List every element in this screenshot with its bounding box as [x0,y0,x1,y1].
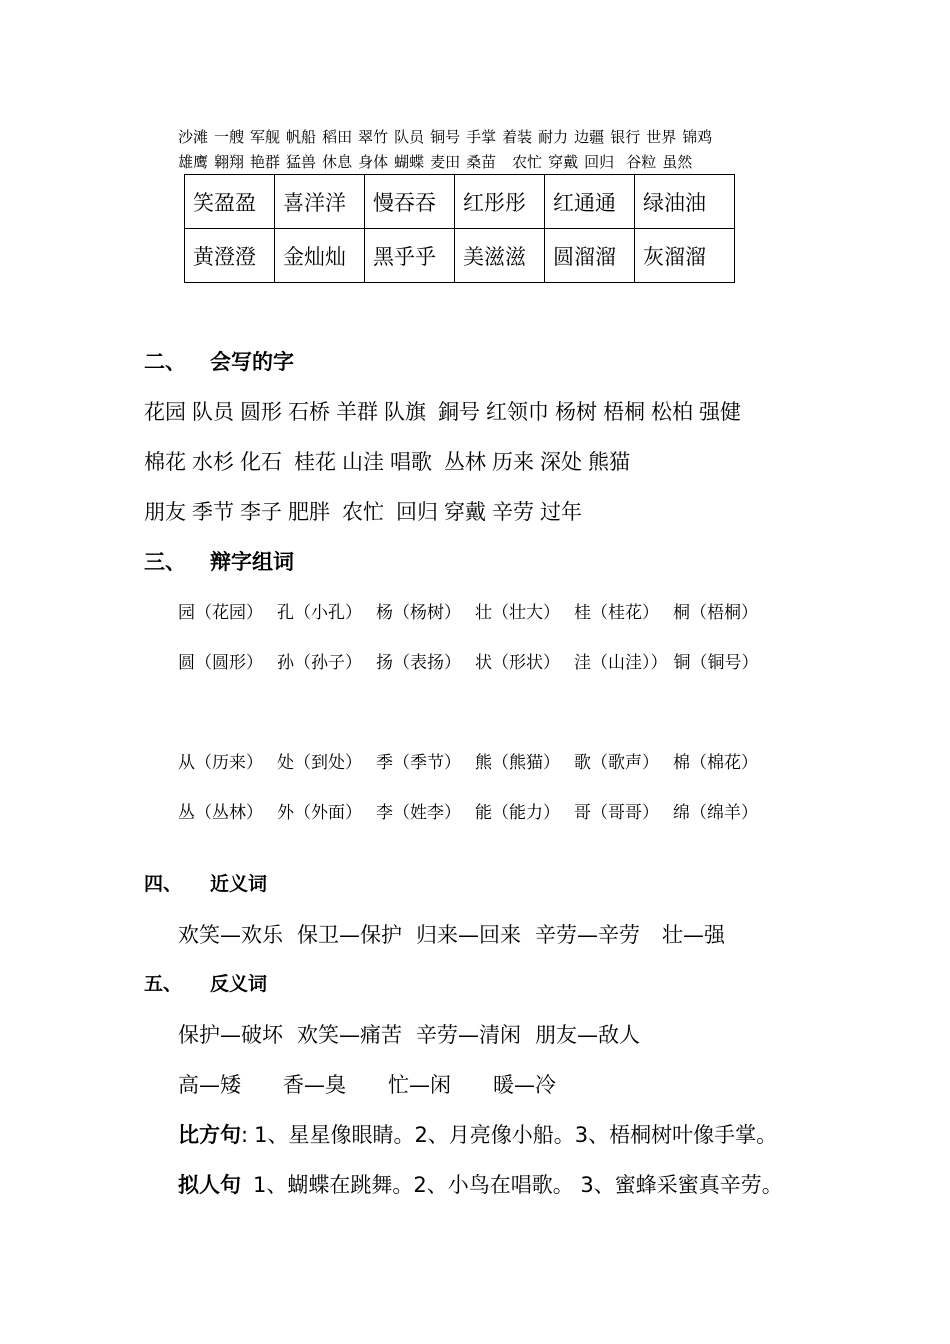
word: 翠竹 [358,128,389,146]
char-pair-line-3 [178,748,772,773]
writing-line-2 [144,446,636,476]
simile-label: 比方句 [178,1123,241,1147]
word: 松柏 [651,400,693,424]
synonym-pair: 归来—回来 [416,923,521,947]
word: 过年 [540,500,582,524]
word: 熊（熊猫） [475,753,560,773]
word: 铜号 [430,128,461,146]
word: 从（历来） [178,753,263,773]
word: 唱歌 [390,450,432,474]
word: 圆形 [240,400,282,424]
section-title: 会写的字 [210,350,294,374]
word: 农忙 [512,153,543,171]
word: 歌（歌声） [574,753,659,773]
personification-label: 拟人句 [178,1173,241,1197]
writing-line-1 [144,396,747,426]
antonym-pair: 高—矮 [178,1073,241,1097]
word: 銅号 [438,400,480,424]
word: 石桥 [288,400,330,424]
simile-sentences [178,1119,777,1149]
antonym-pair: 朋友—敌人 [535,1023,640,1047]
word: 绵（绵羊） [673,803,758,823]
word: 休息 [322,153,353,171]
word: 杨（杨树） [376,603,461,623]
word: 队旗 [384,400,426,424]
word: 世界 [646,128,677,146]
table-cell: 红通通 [545,175,635,229]
table-cell: 美滋滋 [455,229,545,283]
word: 谷粒 [626,153,657,171]
section-heading [144,969,267,996]
word: 哥（哥哥） [574,803,659,823]
word: 水杉 [192,450,234,474]
table-cell: 喜洋洋 [275,175,365,229]
word: 身体 [358,153,389,171]
char-pair-line-4 [178,798,772,823]
section-heading [144,546,294,576]
word: 回归 [396,500,438,524]
word: 穿戴 [548,153,579,171]
section-title: 近义词 [210,873,268,895]
word: 季（季节） [376,753,461,773]
synonym-line [178,919,739,949]
section-heading [144,346,294,376]
synonym-pair: 欢笑—欢乐 [178,923,283,947]
table-cell: 笑盈盈 [185,175,275,229]
table-cell: 圆溜溜 [545,229,635,283]
word: 红领巾 [486,400,549,424]
word: 麦田 [430,153,461,171]
word: 耐力 [538,128,569,146]
word: 蝴蝶 [394,153,425,171]
table-cell: 黄澄澄 [185,229,275,283]
char-pair-line-1 [178,598,772,623]
table-cell: 绿油油 [635,175,735,229]
section-number: 四、 [144,873,183,895]
word: 山洼 [342,450,384,474]
table-row [185,175,735,229]
reduplicated-word-table [184,174,735,283]
word: 穿戴 [444,500,486,524]
word: 熊猫 [588,450,630,474]
word-line-2 [178,151,698,172]
word-line-1 [178,126,718,147]
table-cell: 灰溜溜 [635,229,735,283]
table-cell: 黑乎乎 [365,229,455,283]
char-pair-line-2 [178,648,773,673]
section-number: 二、 [144,350,186,374]
word: 一艘 [214,128,245,146]
word: 稻田 [322,128,353,146]
word: 丛林 [444,450,486,474]
word: 翱翔 [214,153,245,171]
word: 历来 [492,450,534,474]
word: 着装 [502,128,533,146]
word: 铜（铜号） [673,653,759,673]
word: 帆船 [286,128,317,146]
word: 壮（壮大） [475,603,560,623]
section-number: 五、 [144,973,183,995]
word: 花园 [144,400,186,424]
word: 银行 [610,128,641,146]
synonym-pair: 保卫—保护 [297,923,402,947]
word: 丛（丛林） [178,803,263,823]
word: 孔（小孔） [277,603,362,623]
word: 深处 [540,450,582,474]
word: 队员 [394,128,425,146]
word: 棉（棉花） [673,753,758,773]
word: 羊群 [336,400,378,424]
word: 队员 [192,400,234,424]
word: 边疆 [574,128,605,146]
synonym-pair: 壮—强 [662,923,725,947]
word: 肥胖 [288,500,330,524]
word: 外（外面） [277,803,362,823]
personification-sentences [178,1169,783,1199]
separator: : [241,1123,249,1147]
table-cell: 慢吞吞 [365,175,455,229]
word: 孙（孙子） [277,653,362,673]
word: 沙滩 [178,128,209,146]
word: 圆（圆形） [178,653,263,673]
word: 园（花园） [178,603,263,623]
word: 辛劳 [492,500,534,524]
writing-line-3 [144,496,588,526]
antonym-pair: 忙—闲 [388,1073,451,1097]
antonym-line-1 [178,1019,654,1049]
word: 梧桐 [603,400,645,424]
antonym-pair: 保护—破坏 [178,1023,283,1047]
table-row [185,229,735,283]
word: 李子 [240,500,282,524]
word: 雄鹰 [178,153,209,171]
word: 回归 [584,153,615,171]
synonym-pair: 辛劳—辛劳 [535,923,640,947]
antonym-pair: 欢笑—痛苦 [297,1023,402,1047]
word: 桂花 [294,450,336,474]
word: 洼（山洼）） [574,653,668,673]
word: 艳群 [250,153,281,171]
table-cell: 红彤彤 [455,175,545,229]
word: 状（形状） [475,653,560,673]
word: 手掌 [466,128,497,146]
word: 桑苗 [466,153,497,171]
personification-text: 1、蝴蝶在跳舞。2、小鸟在唱歌。 3、蜜蜂采蜜真辛劳。 [253,1173,783,1197]
word: 化石 [240,450,282,474]
simile-text: 1、星星像眼睛。2、月亮像小船。3、梧桐树叶像手掌。 [254,1123,778,1147]
section-heading [144,869,267,896]
word: 能（能力） [475,803,560,823]
word: 朋友 [144,500,186,524]
section-number: 三、 [144,550,186,574]
word: 季节 [192,500,234,524]
antonym-pair: 香—臭 [283,1073,346,1097]
word: 棉花 [144,450,186,474]
antonym-line-2 [178,1069,570,1099]
word: 扬（表扬） [376,653,461,673]
word: 军舰 [250,128,281,146]
section-title: 反义词 [210,973,268,995]
word: 桐（梧桐） [673,603,758,623]
section-title: 辩字组词 [210,550,294,574]
word: 强健 [699,400,741,424]
antonym-pair: 辛劳—清闲 [416,1023,521,1047]
antonym-pair: 暖—冷 [493,1073,556,1097]
word: 锦鸡 [682,128,713,146]
word: 杨树 [555,400,597,424]
word: 虽然 [662,153,693,171]
word: 桂（桂花） [574,603,659,623]
word: 处（到处） [277,753,362,773]
table-cell: 金灿灿 [275,229,365,283]
word: 农忙 [342,500,384,524]
word: 李（姓李） [376,803,461,823]
word: 猛兽 [286,153,317,171]
